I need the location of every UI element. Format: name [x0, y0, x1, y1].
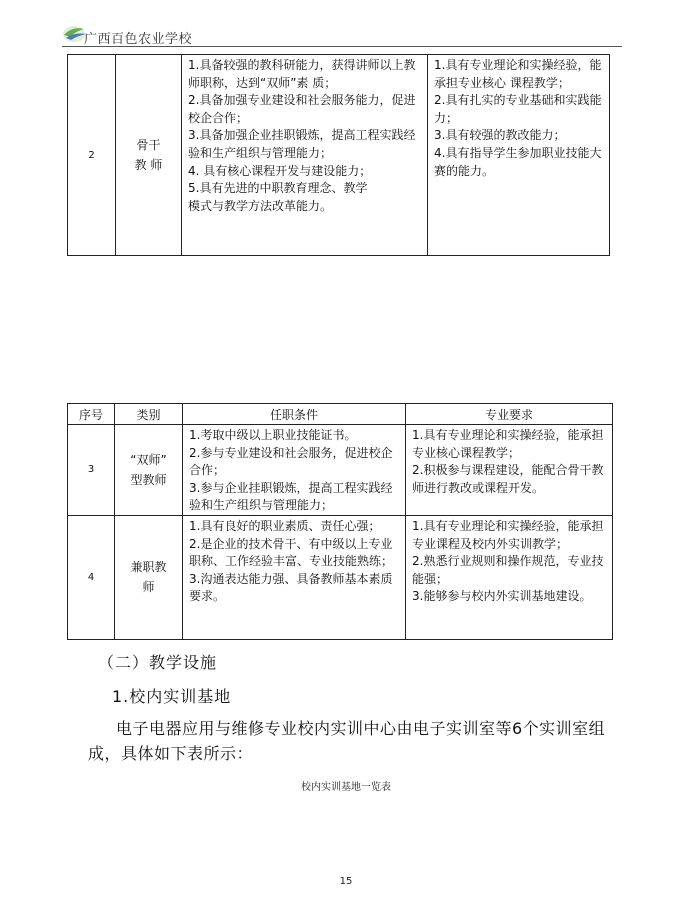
row-number: 4 — [68, 515, 115, 639]
section-heading: （二）教学设施 — [98, 653, 218, 672]
row-requirements: 1.具有专业理论和实操经验，能承担专业核心课程教学； 2.积极参与课程建设，能配合骨干教师进行教改或课程开发。 — [406, 425, 613, 516]
table-row — [68, 515, 613, 639]
row-category: 兼职教 师 — [115, 515, 183, 639]
table-caption: 校内实训基地一览表 — [301, 782, 391, 793]
row-conditions: 1.具备较强的教科研能力，获得讲师以上教师职称，达到“双师”素 质； 2.具备加强专业建设和社会服务能力，促进校企合作； 3.具备加强企业挂职锻炼，提高工程实践经验和生产组织与管理能力； 4. 具有核心课程开发与建设能力； 5.具有先进的中职教育理念、教学 模式与教学方法改革能力。 — [182, 55, 428, 256]
page-header — [62, 22, 632, 48]
teacher-table-part1 — [67, 54, 610, 256]
row-requirements: 1.具有专业理论和实操经验，能承担专业核心 课程教学； 2.具有扎实的专业基础和实践能力； 3.具有较强的教改能力； 4.具有指导学生参加职业技能大赛的能力。 — [428, 55, 610, 256]
row-category: “双师” 型教师 — [115, 425, 183, 516]
header-number: 序号 — [68, 404, 115, 425]
table-row — [68, 55, 610, 256]
table-row — [68, 425, 613, 516]
header-divider — [62, 46, 622, 47]
row-conditions: 1.具有良好的职业素质、责任心强； 2.是企业的技术骨干、有中级以上专业职称、工作经验丰富、专业技能熟练； 3.沟通表达能力强、具备教师基本素质要求。 — [183, 515, 406, 639]
subsection-heading: 1.校内实训基地 — [112, 687, 232, 706]
table-header-row — [68, 404, 613, 425]
row-number: 3 — [68, 425, 115, 516]
body-paragraph: 电子电器应用与维修专业校内实训中心由电子实训室等6个实训室组成，具体如下表所示： — [88, 719, 606, 763]
teacher-table-part2 — [67, 403, 613, 640]
school-name: 广西百色农业学校 — [84, 32, 193, 47]
header-requirements: 专业要求 — [406, 404, 613, 425]
row-category: 骨干 教 师 — [116, 55, 182, 256]
page-number: 15 — [339, 876, 353, 887]
header-conditions: 任职条件 — [183, 404, 406, 425]
header-category: 类别 — [115, 404, 183, 425]
row-conditions: 1.考取中级以上职业技能证书。 2.参与专业建设和社会服务，促进校企合作； 3.参与企业挂职锻炼，提高工程实践经验和生产组织与管理能力； — [183, 425, 406, 516]
row-number: 2 — [68, 55, 116, 256]
row-requirements: 1.具有专业理论和实操经验，能承担专业课程及校内外实训教学； 2.熟悉行业规则和操作规范，专业技能强； 3.能够参与校内外实训基地建设。 — [406, 515, 613, 639]
